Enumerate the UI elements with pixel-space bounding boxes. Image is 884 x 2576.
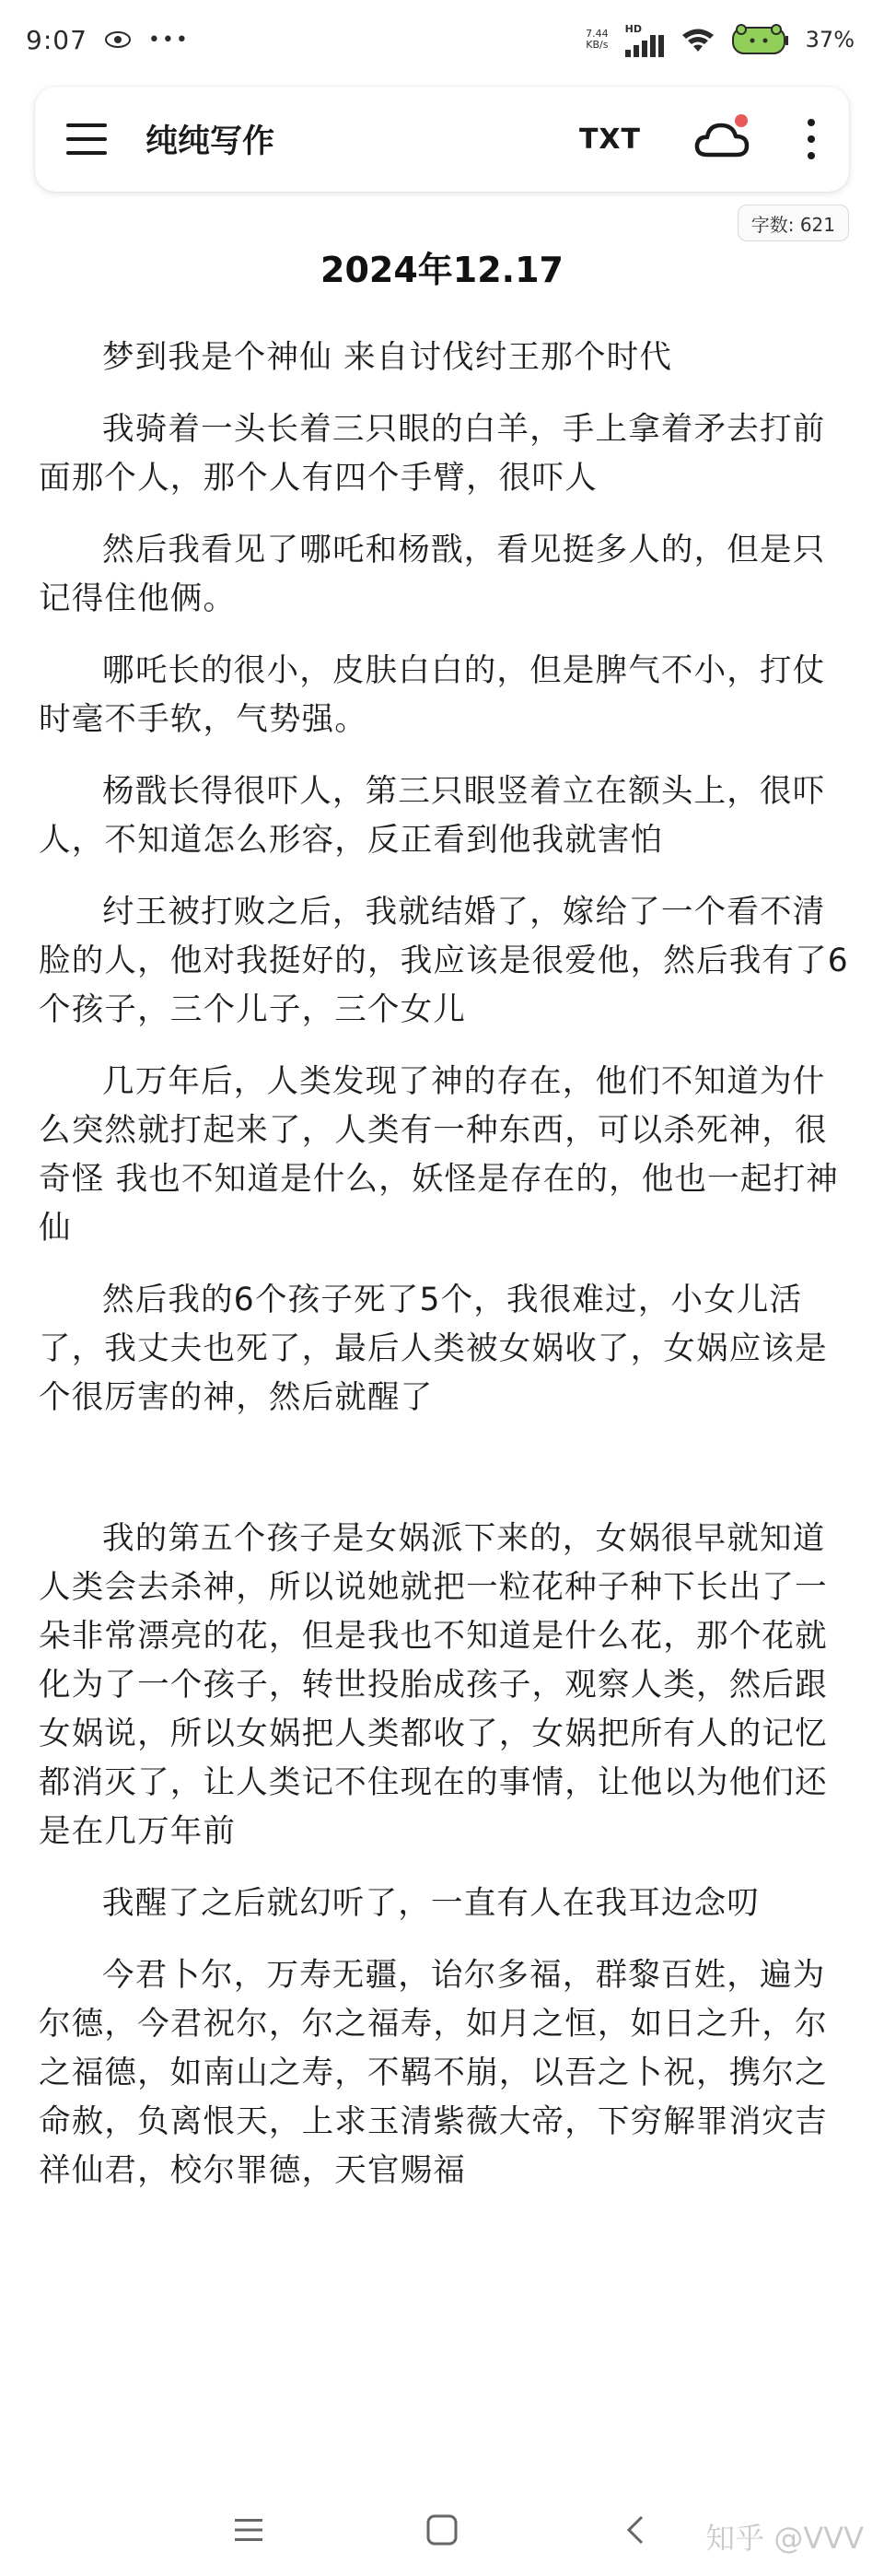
more-notifications-icon: ••• [147, 28, 190, 52]
home-icon [425, 2513, 459, 2547]
document-title: 2024年12.17 [320, 250, 564, 290]
app-title: 纯纯写作 [145, 123, 275, 160]
paragraph: 哪吒长的很小，皮肤白白的，但是脾气不小，打仗时毫不手软，气势强。 [39, 652, 826, 738]
menu-icon[interactable] [66, 123, 107, 155]
eye-icon [104, 29, 132, 50]
paragraph: 杨戬长得很吓人，第三只眼竖着立在额头上，很吓人，不知道怎么形容，反正看到他我就害怕 [39, 773, 826, 859]
paragraph: 然后我看见了哪吒和杨戬，看见挺多人的，但是只记得住他俩。 [39, 532, 826, 617]
hd-label: HD [624, 22, 642, 35]
cloud-sync-button[interactable] [694, 114, 750, 164]
home-button[interactable] [416, 2504, 468, 2556]
app-bar [35, 87, 849, 192]
back-icon [622, 2513, 649, 2547]
network-speed [586, 29, 609, 51]
network-speed-unit: KB/s [586, 39, 609, 51]
recent-apps-button[interactable] [223, 2504, 274, 2556]
status-bar [0, 0, 884, 79]
back-button[interactable] [610, 2504, 661, 2556]
status-time: 9:07 [26, 24, 87, 55]
more-options-icon[interactable] [805, 119, 818, 159]
sync-alert-dot [735, 114, 748, 127]
cellular-signal-group [625, 23, 664, 57]
recent-apps-icon [233, 2516, 264, 2544]
status-left [26, 25, 190, 55]
paragraph: 梦到我是个神仙 来自讨伐纣王那个时代 [102, 339, 673, 376]
paragraph: 我醒了之后就幻听了，一直有人在我耳边念叨 [102, 1885, 760, 1922]
navigation-bar [0, 2484, 884, 2576]
txt-export-button[interactable]: TXT [578, 123, 641, 156]
paragraph: 我骑着一头长着三只眼的白羊，手上拿着矛去打前面那个人，那个人有四个手臂，很吓人 [39, 411, 826, 497]
status-right [586, 23, 855, 57]
watermark: 知乎 @VVV [705, 2521, 864, 2556]
paragraph: 几万年后，人类发现了神的存在，他们不知道为什么突然就打起来了，人类有一种东西，可以杀死神，很奇怪 我也不知道是什么，妖怪是存在的，他也一起打神仙 [39, 1063, 839, 1247]
paragraph: 然后我的6个孩子死了5个，我很难过，小女儿活了，我丈夫也死了，最后人类被女娲收了，女娲应该是个很厉害的神，然后就醒了 [39, 1282, 828, 1416]
paragraph: 今君卜尔，万寿无疆，诒尔多福，群黎百姓，遍为尔德，今君祝尔，尔之福寿，如月之恒，如日之升，尔之福德，如南山之寿，不羁不崩，以吾之卜祝，携尔之命赦，负离恨天，上求玉清紫薇大帝，下穷解罪消灾吉祥仙君，校尔罪德，天官赐福 [39, 1957, 828, 2189]
paragraph: 纣王被打败之后，我就结婚了，嫁给了一个看不清脸的人，他对我挺好的，我应该是很爱他，然后我有了6个孩子，三个儿子，三个女儿 [39, 894, 849, 1028]
wifi-icon [680, 27, 715, 53]
battery-icon [732, 24, 789, 55]
word-count-badge: 字数: 621 [738, 205, 849, 241]
cellular-signal-icon [625, 35, 664, 57]
network-speed-value: 7.44 [586, 28, 609, 40]
document-body[interactable] [39, 334, 849, 2219]
paragraph: 我的第五个孩子是女娲派下来的，女娲很早就知道人类会去杀神，所以说她就把一粒花种子种下长出了一朵非常漂亮的花，但是我也不知道是什么花，那个花就化为了一个孩子，转世投胎成孩子，观察人类，然后跟女娲说，所以女娲把人类都收了，女娲把所有人的记忆都消灭了，让人类记不住现在的事情，让他以为他们还是在几万年前 [39, 1520, 828, 1850]
battery-level: 37% [805, 27, 855, 53]
